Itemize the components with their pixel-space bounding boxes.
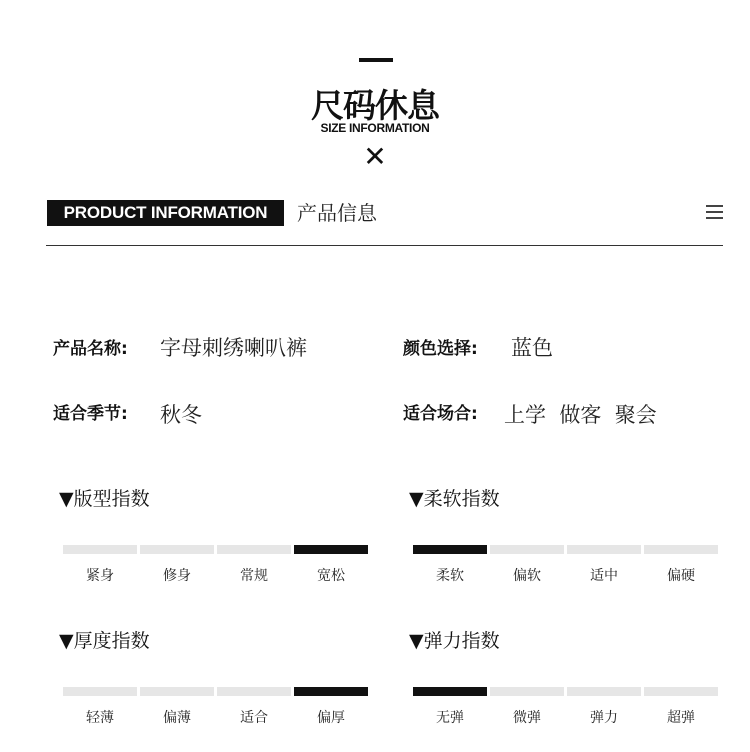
thickness-scale-segment — [217, 687, 291, 696]
softness-scale-label: 柔软 — [436, 568, 464, 584]
thickness-scale-label: 偏厚 — [317, 710, 345, 726]
product-information-cn-label: 产品信息 — [297, 201, 377, 225]
fit-scale-segment — [294, 545, 368, 554]
thickness-scale-label: 适合 — [240, 710, 268, 726]
color-value: 蓝色 — [511, 336, 553, 360]
softness-scale-segment — [644, 545, 718, 554]
section-divider — [46, 245, 723, 246]
season-value: 秋冬 — [160, 403, 202, 427]
softness-scale-segment — [413, 545, 487, 554]
occasion-value: 上学 做客 聚会 — [504, 403, 657, 427]
elasticity-scale-label: 超弹 — [667, 710, 695, 726]
fit-index-title: ▼版型指数 — [59, 488, 150, 510]
title-dash — [359, 58, 393, 62]
softness-scale-segment — [567, 545, 641, 554]
elasticity-scale-segment — [490, 687, 564, 696]
softness-index-title: ▼柔软指数 — [409, 488, 500, 510]
elasticity-scale-label: 弹力 — [590, 710, 618, 726]
elasticity-scale-segment — [567, 687, 641, 696]
softness-scale-label: 偏软 — [513, 568, 541, 584]
elasticity-index-title: ▼弹力指数 — [409, 630, 500, 652]
elasticity-scale-segment — [644, 687, 718, 696]
fit-scale-label: 宽松 — [317, 568, 345, 584]
size-info-title: 尺码休息 — [311, 86, 439, 125]
thickness-scale-label: 轻薄 — [86, 710, 114, 726]
thickness-scale-segment — [140, 687, 214, 696]
elasticity-scale-label: 微弹 — [513, 710, 541, 726]
color-label: 颜色选择: — [403, 339, 478, 359]
fit-scale-label: 常规 — [240, 568, 268, 584]
thickness-index-title: ▼厚度指数 — [59, 630, 150, 652]
product-name-value: 字母刺绣喇叭裤 — [160, 336, 307, 360]
softness-scale-label: 偏硬 — [667, 568, 695, 584]
fit-scale-segment — [217, 545, 291, 554]
product-name-label: 产品名称: — [53, 339, 128, 359]
hamburger-menu-icon[interactable] — [706, 205, 723, 219]
elasticity-scale-segment — [413, 687, 487, 696]
occasion-label: 适合场合: — [403, 404, 478, 424]
softness-scale-segment — [490, 545, 564, 554]
season-label: 适合季节: — [53, 404, 128, 424]
fit-scale-segment — [140, 545, 214, 554]
fit-scale-label: 修身 — [163, 568, 191, 584]
thickness-scale-label: 偏薄 — [163, 710, 191, 726]
elasticity-scale-label: 无弹 — [436, 710, 464, 726]
fit-scale-segment — [63, 545, 137, 554]
thickness-scale-segment — [63, 687, 137, 696]
product-information-label: PRODUCT INFORMATION — [47, 200, 284, 226]
thickness-scale-segment — [294, 687, 368, 696]
softness-scale-label: 适中 — [590, 568, 618, 584]
cross-icon: ✕ — [363, 140, 387, 173]
size-info-subtitle: SIZE INFORMATION — [320, 121, 430, 135]
fit-scale-label: 紧身 — [86, 568, 114, 584]
